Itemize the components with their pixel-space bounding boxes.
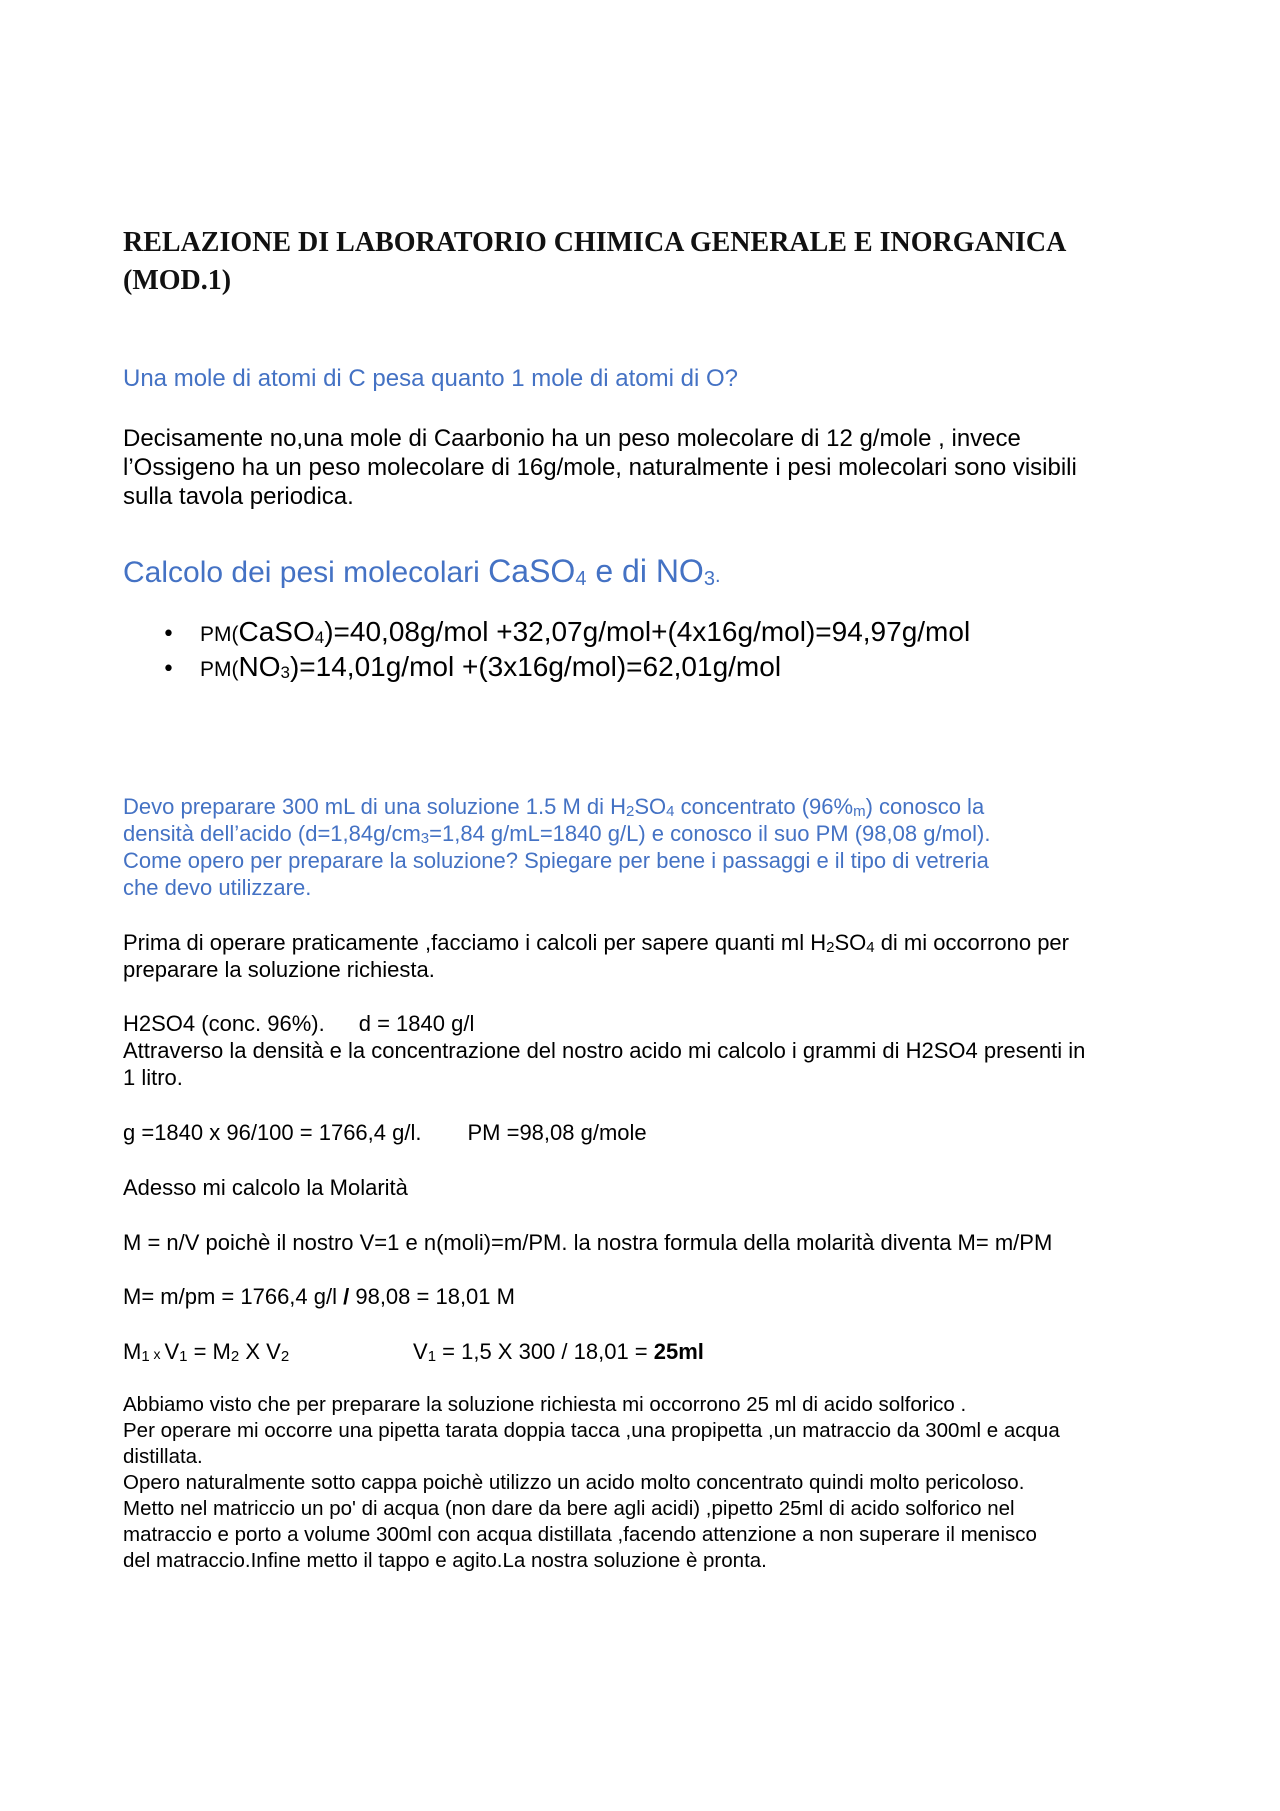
subscript: 1 [179, 1348, 188, 1365]
answer-1-line-2: l’Ossigeno ha un peso molecolare di 16g/mole, naturalmente i pesi molecolari sono visibili [123, 454, 1077, 481]
pm-label: PM( [200, 623, 239, 646]
text: densità dell’acido (d=1,84g/cm [123, 821, 421, 846]
density-line-2: 1 litro. [123, 1065, 183, 1090]
answer-1-line-3: sulla tavola periodica. [123, 483, 354, 510]
text: V [164, 1339, 180, 1364]
formula-subscript: 4 [314, 628, 325, 647]
subscript: 1 [427, 1348, 437, 1365]
text: V [413, 1339, 428, 1364]
grams-line [123, 1119, 647, 1147]
text: concentrato (96% [674, 794, 854, 819]
formula-no: NO [655, 553, 704, 589]
text: ) conosco la [865, 794, 985, 819]
formula-no-subscript: 3 [703, 568, 715, 590]
subscript: m [853, 803, 866, 820]
text: SO [834, 930, 867, 955]
conclusion-line-3: distillata. [123, 1445, 203, 1468]
text: Prima di operare praticamente ,facciamo i calcoli per sapere quanti ml H [123, 930, 827, 955]
text: M= m/pm = 1766,4 g/l [123, 1284, 344, 1309]
question-1: Una mole di atomi di C pesa quanto 1 mole di atomi di O? [123, 365, 738, 392]
text: 98,08 = 18,01 M [349, 1284, 515, 1309]
question-2-line-3: Come opero per preparare la soluzione? Spiegare per bene i passaggi e il tipo di vetreria [123, 848, 989, 873]
text: = M [187, 1339, 231, 1364]
text: =1,84 g/mL=1840 g/L) e conosco il suo PM (98,08 g/mol). [429, 821, 991, 846]
dilution-formula [123, 1338, 289, 1371]
formula-caso-subscript: 4 [575, 568, 587, 590]
concentration-line [123, 1010, 474, 1038]
list-item-no3 [200, 651, 781, 683]
text: SO [634, 794, 667, 819]
subscript: 2 [280, 1348, 290, 1365]
question-2-line-4: che devo utilizzare. [123, 875, 312, 900]
subscript: 3 [420, 830, 430, 847]
text: x [149, 1346, 165, 1362]
bullet-marker: • [162, 622, 175, 647]
dilution-result [413, 1338, 704, 1371]
subscript: 4 [666, 803, 675, 820]
text: M [123, 1339, 142, 1364]
text: PM =98,08 g/mole [467, 1120, 647, 1145]
document-title-line-1: RELAZIONE DI LABORATORIO CHIMICA GENERALE E INORGANICA [123, 227, 1067, 258]
subscript: 1 [141, 1348, 150, 1365]
formula: NO [238, 651, 281, 682]
conclusion-line-4: Opero naturalmente sotto cappa poichè utilizzo un acido molto concentrato quindi molto pericoloso. [123, 1471, 1025, 1494]
conclusion-line-6: matraccio e porto a volume 300ml con acqua distillata ,facendo attenzione a non superare il menisco [123, 1523, 1037, 1546]
text: Devo preparare 300 mL di una soluzione 1.5 M di H [123, 794, 627, 819]
calculation: )=14,01g/mol +(3x16g/mol)=62,01g/mol [289, 651, 782, 682]
heading-lead: Calcolo dei pesi molecolari [123, 556, 489, 589]
density-line-1: Attraverso la densità e la concentrazione del nostro acido mi calcolo i grammi di H2SO4 presenti in [123, 1038, 1086, 1063]
document-title-line-2: (MOD.1) [123, 265, 232, 296]
molarity-formula: M = n/V poichè il nostro V=1 e n(moli)=m/PM. la nostra formula della molarità diventa M= m/PM [123, 1230, 1053, 1255]
text: di mi occorrono per [874, 930, 1069, 955]
answer-1-line-1: Decisamente no,una mole di Caarbonio ha un peso molecolare di 12 g/mole , invece [123, 425, 1021, 452]
subscript: 4 [866, 939, 875, 956]
molarity-intro: Adesso mi calcolo la Molarità [123, 1175, 408, 1200]
section-heading-molecular-weights [123, 553, 721, 591]
subscript: 2 [626, 803, 635, 820]
text: H2SO4 (conc. 96%). [123, 1011, 325, 1036]
formula-subscript: 3 [280, 663, 290, 682]
calculation: )=40,08g/mol +32,07g/mol+(4x16g/mol)=94,97g/mol [324, 616, 971, 647]
conclusion-line-1: Abbiamo visto che per preparare la soluzione richiesta mi occorrono 25 ml di acido solforico . [123, 1393, 967, 1416]
conclusion-line-5: Metto nel matriccio un po' di acqua (non dare da bere agli acidi) ,pipetto 25ml di acido solforico nel [123, 1497, 1015, 1520]
bullet-marker: • [162, 657, 175, 682]
list-item-caso4 [200, 616, 970, 648]
text: d = 1840 g/l [358, 1011, 475, 1036]
heading-end: . [714, 565, 721, 587]
conclusion-line-7: del matraccio.Infine metto il tappo e agito.La nostra soluzione è pronta. [123, 1549, 767, 1572]
text: X V [239, 1339, 281, 1364]
text: = 1,5 X 300 / 18,01 = [436, 1339, 654, 1364]
subscript: 2 [826, 939, 835, 956]
text: / [343, 1284, 350, 1309]
text: g =1840 x 96/100 = 1766,4 g/l. [123, 1120, 422, 1145]
formula: CaSO [238, 616, 315, 647]
pm-label: PM( [200, 658, 239, 681]
heading-mid: e di [586, 553, 656, 589]
intro-line-2: preparare la soluzione richiesta. [123, 957, 435, 982]
molarity-calculation [123, 1283, 515, 1311]
subscript: 2 [230, 1348, 240, 1365]
formula-caso: CaSO [488, 553, 576, 589]
conclusion-line-2: Per operare mi occorre una pipetta tarata doppia tacca ,una propipetta ,un matraccio da 300ml e acqua [123, 1419, 1060, 1442]
result-value: 25ml [653, 1339, 704, 1364]
